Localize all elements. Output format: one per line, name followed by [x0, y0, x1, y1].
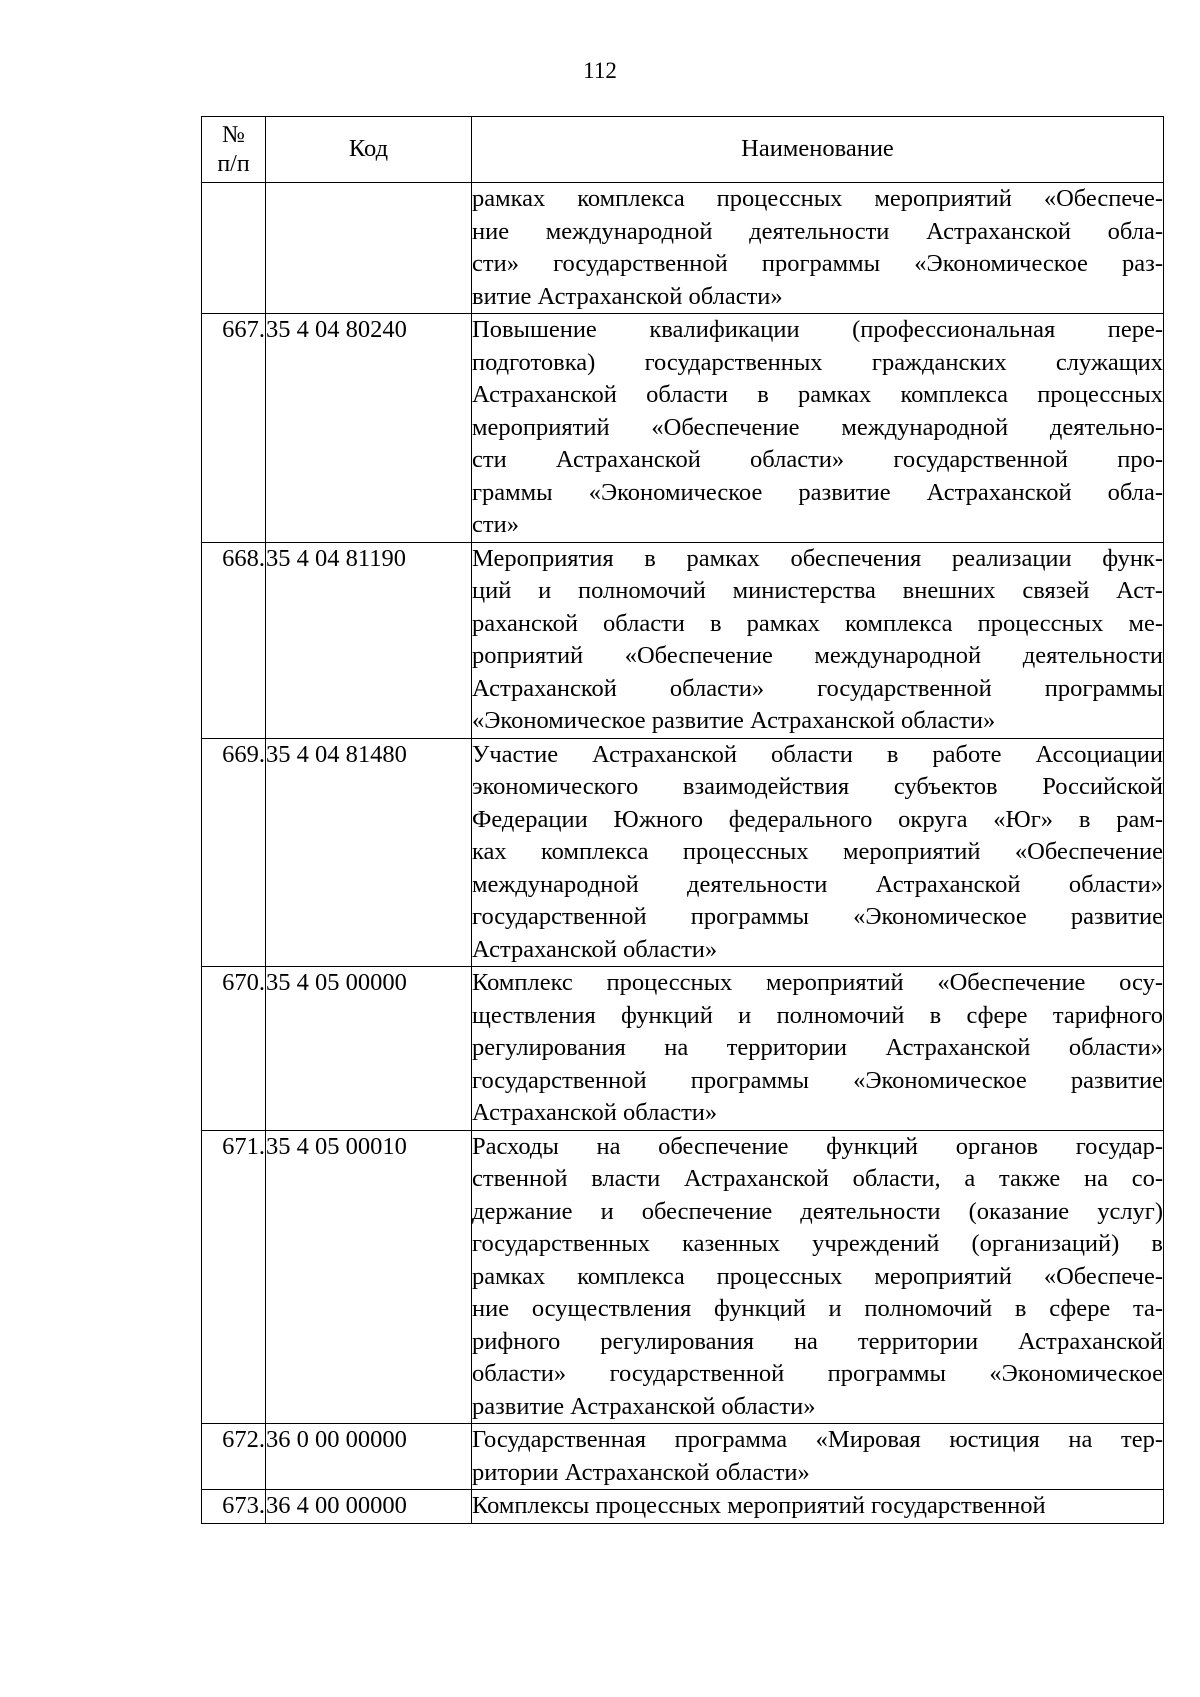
- name-line: ние осуществления функций и полномочий в сфере та-: [472, 1295, 1163, 1322]
- name-line: Государственная программа «Мировая юстиция на тер-: [472, 1426, 1163, 1453]
- table-row: [202, 1424, 1164, 1490]
- name-line: государственных казенных учреждений (организаций) в: [472, 1230, 1163, 1257]
- row-name: [472, 1130, 1164, 1424]
- name-line: Комплекс процессных мероприятий «Обеспечение осу-: [472, 969, 1163, 996]
- name-line: регулирования на территории Астраханской области»: [472, 1034, 1163, 1061]
- name-line: международной деятельности Астраханской области»: [472, 870, 1163, 898]
- header-number-pp: п/п: [217, 150, 250, 177]
- name-line: Астраханской области в рамках комплекса процессных: [472, 381, 1163, 408]
- name-line: рифного регулирования на территории Астраханской: [472, 1327, 1163, 1355]
- name-line: рамках комплекса процессных мероприятий «Обеспече-: [472, 185, 1163, 212]
- table-row: [202, 1130, 1164, 1424]
- row-number: 673.: [202, 1490, 266, 1524]
- name-line: области» государственной программы «Экономическое: [472, 1360, 1163, 1387]
- name-line: роприятий «Обеспечение международной деятельности: [472, 642, 1163, 669]
- name-line: экономического взаимодействия субъектов Российской: [472, 773, 1163, 800]
- name-line: Астраханской области»: [472, 935, 718, 963]
- table-row: [202, 967, 1164, 1131]
- name-line: сти» государственной программы «Экономическое раз-: [472, 250, 1163, 277]
- table-body: [202, 183, 1164, 1524]
- budget-codes-table: [201, 116, 1164, 1524]
- row-number: 668.: [202, 542, 266, 738]
- name-line: витие Астраханской области»: [472, 282, 783, 310]
- name-line: раханской области в рамках комплекса процессных ме-: [472, 609, 1163, 637]
- name-line: граммы «Экономическое развитие Астраханской обла-: [472, 478, 1163, 506]
- row-name: [472, 183, 1164, 314]
- row-code: 35 4 05 00010: [266, 1130, 472, 1424]
- name-line: сти»: [472, 511, 519, 538]
- name-line: подготовка) государственных гражданских служащих: [472, 348, 1163, 376]
- header-code: Код: [266, 117, 472, 183]
- name-line: ритории Астраханской области»: [472, 1458, 810, 1486]
- table-row: [202, 183, 1164, 314]
- page-number: 112: [583, 58, 617, 83]
- row-code: 36 0 00 00000: [266, 1424, 472, 1490]
- row-number: 672.: [202, 1424, 266, 1490]
- table-row: [202, 1490, 1164, 1524]
- name-line: Расходы на обеспечение функций органов государ-: [472, 1132, 1163, 1160]
- name-line: держание и обеспечение деятельности (оказание услуг): [472, 1197, 1163, 1225]
- name-line: ственной власти Астраханской области, а также на со-: [472, 1165, 1163, 1192]
- header-number: [202, 117, 266, 183]
- name-line: мероприятий «Обеспечение международной деятельно-: [472, 413, 1163, 441]
- name-line: ществления функций и полномочий в сфере тарифного: [472, 1001, 1163, 1029]
- row-number: 671.: [202, 1130, 266, 1424]
- row-code: 35 4 04 80240: [266, 314, 472, 543]
- name-line: рамках комплекса процессных мероприятий «Обеспече-: [472, 1262, 1163, 1290]
- row-number: 667.: [202, 314, 266, 543]
- row-name: [472, 1424, 1164, 1490]
- name-line: Астраханской области» государственной программы: [472, 674, 1163, 702]
- name-line: сти Астраханской области» государственной про-: [472, 446, 1163, 473]
- row-name: [472, 542, 1164, 738]
- name-line: Астраханской области»: [472, 1099, 718, 1126]
- row-code: [266, 183, 472, 314]
- name-line: Мероприятия в рамках обеспечения реализации функ-: [472, 544, 1163, 572]
- row-code: 35 4 04 81480: [266, 738, 472, 967]
- name-line: ций и полномочий министерства внешних связей Аст-: [472, 577, 1163, 604]
- table-row: [202, 314, 1164, 543]
- name-line: развитие Астраханской области»: [472, 1392, 816, 1420]
- row-number: 669.: [202, 738, 266, 967]
- table-row: [202, 542, 1164, 738]
- row-code: 36 4 00 00000: [266, 1490, 472, 1524]
- name-line: ние международной деятельности Астраханской обла-: [472, 217, 1163, 245]
- row-name: [472, 967, 1164, 1131]
- row-code: 35 4 05 00000: [266, 967, 472, 1131]
- table-header-row: [202, 117, 1164, 183]
- header-name: Наименование: [472, 117, 1164, 183]
- name-line: государственной программы «Экономическое развитие: [472, 1066, 1163, 1094]
- name-line: Участие Астраханской области в работе Ассоциации: [472, 740, 1163, 768]
- header-number-sign: №: [222, 121, 245, 148]
- row-number: [202, 183, 266, 314]
- row-name: [472, 1490, 1164, 1524]
- name-line: Комплексы процессных мероприятий государственной: [472, 1492, 1046, 1519]
- name-line: государственной программы «Экономическое развитие: [472, 903, 1163, 930]
- name-line: Федерации Южного федерального округа «Юг» в рам-: [472, 805, 1163, 833]
- row-name: [472, 738, 1164, 967]
- name-line: ках комплекса процессных мероприятий «Обеспечение: [472, 838, 1163, 865]
- name-line: «Экономическое развитие Астраханской области»: [472, 707, 996, 734]
- row-name: [472, 314, 1164, 543]
- row-number: 670.: [202, 967, 266, 1131]
- table-row: [202, 738, 1164, 967]
- row-code: 35 4 04 81190: [266, 542, 472, 738]
- name-line: Повышение квалификации (профессиональная пере-: [472, 316, 1163, 343]
